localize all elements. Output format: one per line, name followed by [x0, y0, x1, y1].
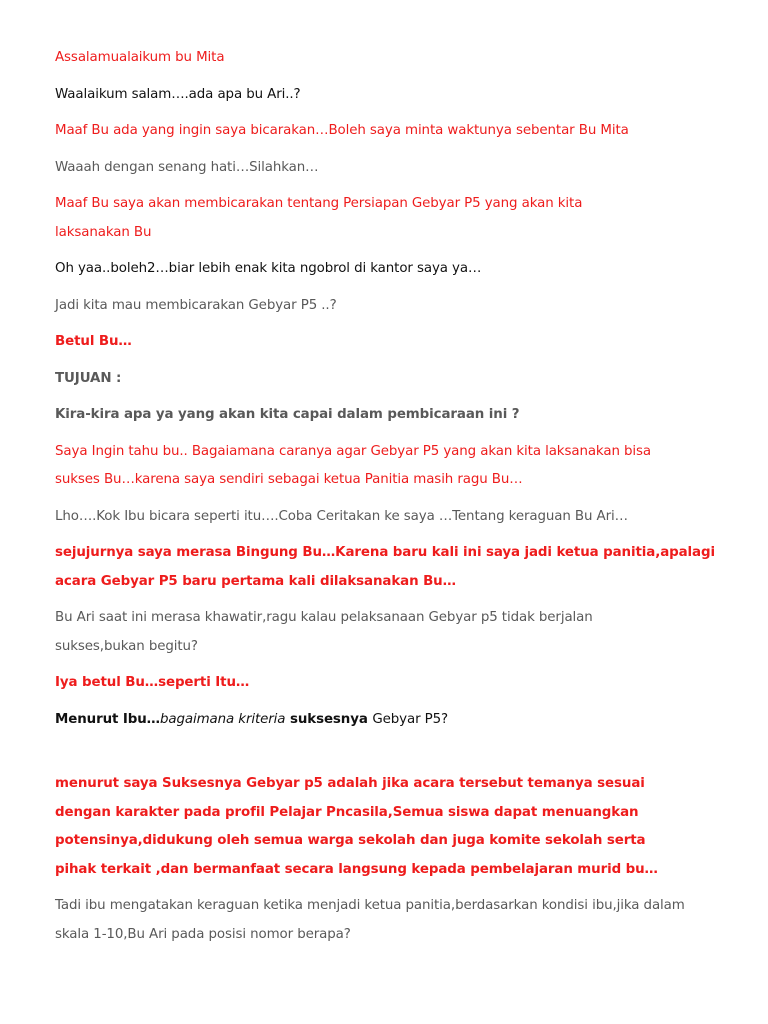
dialog-line-goal-question: Kira-kira apa ya yang akan kita capai dalam pembicaraan ini ? [55, 407, 520, 422]
criteria-part-italic: bagaimana kriteria [159, 711, 286, 727]
dialog-line-scale-question: Tadi ibu mengatakan keraguan ketika menjadi ketua panitia,berdasarkan kondisi ibu,jika dalam skala 1-10,Bu Ari pada posisi nomor berapa? [55, 898, 685, 942]
dialog-line-accept: Waaah dengan senang hati…Silahkan… [55, 159, 319, 175]
section-heading-tujuan: TUJUAN : [55, 370, 122, 386]
blank-line [55, 734, 728, 770]
dialog-line-tell-me: Lho….Kok Ibu bicara seperti itu….Coba Ceritakan ke saya …Tentang keraguan Bu Ari… [55, 508, 628, 524]
criteria-part-c: suksesnya [285, 711, 373, 727]
dialog-line-greeting: Assalamualaikum bu Mita [55, 50, 225, 65]
dialog-line-topic: Maaf Bu saya akan membicarakan tentang Persiapan Gebyar P5 yang akan kita laksanakan Bu [55, 196, 583, 240]
dialog-line-request-time: Maaf Bu ada yang ingin saya bicarakan…Boleh saya minta waktunya sebentar Bu Mita [55, 123, 629, 138]
dialog-line-office: Oh yaa..boleh2…biar lebih enak kita ngobrol di kantor saya ya… [55, 261, 482, 276]
dialog-line-want-to-know: Saya Ingin tahu bu.. Bagaiamana caranya agar Gebyar P5 yang akan kita laksanakan bisa sukses Bu…karena saya sendiri sebagai ketua Panitia masih ragu Bu… [55, 443, 652, 487]
criteria-part-a: Menurut Ibu… [55, 711, 160, 727]
dialog-line-confused: sejujurnya saya merasa Bingung Bu…Karena baru kali ini saya jadi ketua panitia,apalagi acara Gebyar P5 baru pertama kali dilaksanakan Bu… [55, 545, 715, 589]
criteria-part-d: Gebyar P5? [372, 711, 449, 727]
dialog-line-success-criteria: menurut saya Suksesnya Gebyar p5 adalah jika acara tersebut temanya sesuai dengan karakter pada profil Pelajar Pncasila,Semua siswa dapat menuangkan potensinya,didukung oleh semua warga sekolah dan juga komite sekolah serta pihak terkait ,dan bermanfaat secara langsung kepada pembelajaran murid bu… [55, 776, 658, 877]
dialog-line-reply-greeting: Waalaikum salam….ada apa bu Ari..? [55, 86, 301, 102]
dialog-line-criteria-question [55, 706, 728, 735]
dialog-line-confirm-topic: Jadi kita mau membicarakan Gebyar P5 ..? [55, 297, 337, 313]
dialog-line-correct: Betul Bu… [55, 334, 132, 349]
dialog-line-yes-correct: Iya betul Bu…seperti Itu… [55, 675, 250, 690]
dialog-line-worried: Bu Ari saat ini merasa khawatir,ragu kalau pelaksanaan Gebyar p5 tidak berjalan sukses,bukan begitu? [55, 610, 593, 654]
